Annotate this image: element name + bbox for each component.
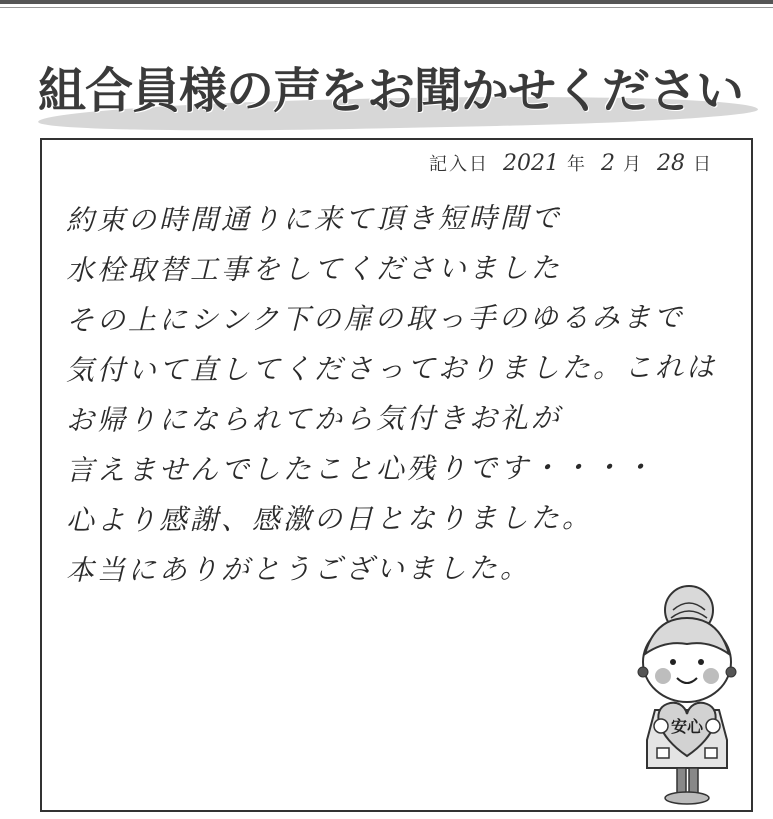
top-border-thin [0, 7, 773, 8]
mascot-illustration [617, 580, 757, 810]
comment-line: 気付いて直してくださっておりました。これは [65, 350, 718, 387]
comment-line: その上にシンク下の扉の取っ手のゆるみまで [65, 300, 685, 337]
date-month-unit: 月 [623, 154, 641, 175]
top-border [0, 0, 773, 4]
date-year-unit: 年 [567, 154, 585, 175]
date-day-unit: 日 [693, 154, 711, 175]
comment-line: 水栓取替工事をしてくださいました [65, 251, 563, 287]
comment-line: 心より感謝、感激の日となりました。 [65, 501, 594, 537]
comment-card [40, 138, 753, 812]
handwritten-comment [66, 194, 746, 594]
date-month: 2 [601, 151, 615, 176]
date-label: 記入日 [429, 154, 489, 175]
header [20, 42, 765, 137]
page-title: 組合員様の声をお聞かせください [38, 63, 744, 119]
comment-line: 本当にありがとうございました。 [65, 551, 532, 587]
comment-line: 約束の時間通りに来て頂き短時間で [65, 201, 563, 237]
heart-label: 安心 [670, 717, 704, 736]
comment-line: お帰りになられてから気付きお礼が [65, 401, 563, 437]
comment-line: 言えませんでしたこと心残りです・・・・ [65, 450, 656, 487]
date-day: 28 [657, 151, 685, 176]
mascot-cheek [703, 668, 719, 684]
date-year: 2021 [503, 151, 559, 176]
entry-date [429, 150, 721, 176]
mascot-cheek [655, 668, 671, 684]
